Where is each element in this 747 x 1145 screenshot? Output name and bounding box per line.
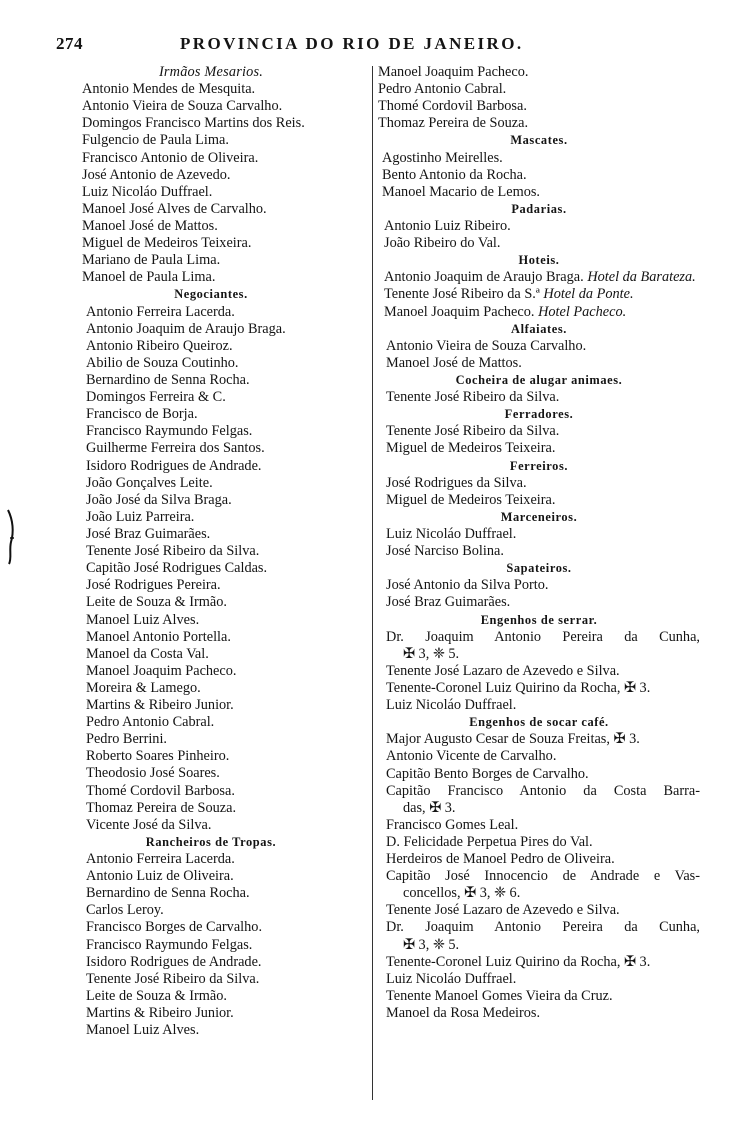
entry-name: Thomé Cordovil Barbosa. — [86, 782, 235, 799]
list-item — [86, 1005, 366, 1022]
entry-name: Tenente José Ribeiro da Silva. — [86, 970, 260, 987]
section-irmaos-mesarios — [82, 64, 366, 286]
left-column — [56, 64, 366, 1039]
entry-name: Capitão José Rodrigues Caldas. — [86, 560, 268, 577]
list-item — [386, 988, 700, 1005]
entry-name: José Rodrigues da Silva. — [386, 474, 527, 491]
section-continued — [378, 64, 700, 132]
section-mascates — [382, 132, 700, 200]
entry-name-text: Manoel Joaquim Pacheco. — [384, 303, 535, 320]
entry-name: Manoel José de Mattos. — [82, 217, 218, 234]
entry-name: Manoel Macario de Lemos. — [382, 183, 541, 200]
entry-name: Antonio Ribeiro Queiroz. — [86, 337, 233, 354]
entry-name: Francisco Borges de Carvalho. — [86, 919, 263, 936]
list-item — [86, 509, 366, 526]
entry-list — [382, 150, 700, 201]
list-item — [386, 954, 700, 971]
entry-name: Tenente José Lazaro de Azevedo e Silva. — [386, 662, 620, 679]
list-item — [386, 868, 700, 902]
entry-name: João Ribeiro do Val. — [384, 235, 501, 252]
entry-name: Bento Antonio da Rocha. — [382, 166, 527, 183]
entry-name: Bernardino de Senna Rocha. — [86, 371, 250, 388]
entry-name: Bernardino de Senna Rocha. — [86, 885, 250, 902]
list-item — [86, 629, 366, 646]
entry-name: Dr. Joaquim Antonio Pereira da Cunha, — [386, 919, 700, 936]
list-item — [86, 885, 366, 902]
list-item — [82, 98, 366, 115]
entry-name: Tenente José Ribeiro da Silva. — [86, 543, 260, 560]
entry-name: Domingos Francisco Martins dos Reis. — [82, 115, 305, 132]
entry-name: Manoel José de Mattos. — [386, 354, 522, 371]
list-item — [86, 783, 366, 800]
entry-name: José Antonio de Azevedo. — [82, 166, 231, 183]
entry-list — [386, 731, 700, 1022]
entry-name: Manoel Joaquim Pacheco. — [378, 64, 529, 80]
list-item — [86, 560, 366, 577]
entry-continuation: ✠ 3, ❈ 5. — [403, 645, 460, 662]
list-item — [82, 184, 366, 201]
entry-name: José Braz Guimarães. — [86, 525, 211, 542]
entry-name: Francisco Antonio de Oliveira. — [82, 149, 259, 166]
list-item — [86, 902, 366, 919]
list-item — [386, 338, 700, 355]
entry-name: Capitão Francisco Antonio da Costa Barra- — [386, 782, 700, 799]
entry-list — [386, 475, 700, 509]
list-item — [86, 440, 366, 457]
entry-name: Manoel Antonio Portella. — [86, 628, 231, 645]
entry-name: Thomaz Pereira de Souza. — [378, 115, 529, 132]
entry-name: Roberto Soares Pinheiro. — [86, 748, 230, 765]
section-heading: Cocheira de alugar animaes. — [455, 372, 623, 387]
list-item — [86, 954, 366, 971]
list-item — [386, 902, 700, 919]
list-item — [82, 132, 366, 149]
entry-name: Dr. Joaquim Antonio Pereira da Cunha, — [386, 628, 700, 645]
list-item — [384, 218, 700, 235]
entry-name: Luiz Nicoláo Duffrael. — [386, 697, 517, 714]
entry-name: Fulgencio de Paula Lima. — [82, 132, 229, 149]
list-item — [86, 680, 366, 697]
section-sapateiros — [386, 560, 700, 611]
entry-list — [82, 81, 366, 286]
entry-name: José Antonio da Silva Porto. — [386, 577, 549, 594]
list-item — [86, 355, 366, 372]
entry-list — [386, 389, 700, 406]
section-alfaiates — [386, 321, 700, 372]
section-padarias — [384, 201, 700, 252]
section-marceneiros — [386, 509, 700, 560]
section-ferreiros — [386, 458, 700, 509]
entry-continuation: ✠ 3, ❈ 5. — [403, 936, 460, 953]
list-item — [386, 440, 700, 457]
entry-name: Miguel de Medeiros Teixeira. — [386, 440, 556, 457]
list-item — [82, 201, 366, 218]
entry-name: Capitão Bento Borges de Carvalho. — [386, 765, 589, 782]
entry-name: Francisco de Borja. — [86, 406, 198, 423]
entry-name: Antonio Ferreira Lacerda. — [86, 303, 235, 320]
list-item — [386, 731, 700, 748]
list-item — [386, 492, 700, 509]
list-item — [386, 663, 700, 680]
section-heading: Engenhos de serrar. — [480, 612, 598, 627]
list-item — [86, 1022, 366, 1039]
list-item — [384, 269, 700, 286]
list-item — [382, 167, 700, 184]
entry-list — [386, 526, 700, 560]
section-heading: Alfaiates. — [511, 321, 567, 336]
list-item — [86, 577, 366, 594]
right-column — [378, 64, 700, 1022]
list-item — [382, 150, 700, 167]
section-hoteis — [384, 252, 700, 320]
list-item — [86, 338, 366, 355]
entry-list — [386, 338, 700, 372]
entry-name: Theodosio José Soares. — [86, 765, 220, 782]
entry-name — [384, 304, 700, 321]
entry-name: Mariano de Paula Lima. — [82, 252, 221, 269]
list-item — [386, 526, 700, 543]
entry-name-text: Tenente José Ribeiro da S.ª — [384, 286, 540, 303]
section-engenhos-de-serrar — [386, 612, 700, 715]
list-item — [386, 475, 700, 492]
entry-name: Antonio Vicente de Carvalho. — [386, 748, 557, 765]
list-item — [86, 612, 366, 629]
entry-name: João Gonçalves Leite. — [86, 474, 213, 491]
list-item — [86, 492, 366, 509]
section-heading: Hoteis. — [518, 253, 560, 268]
list-item — [386, 748, 700, 765]
list-item — [386, 919, 700, 953]
entry-name: Major Augusto Cesar de Souza Freitas, ✠ 3. — [386, 731, 640, 748]
list-item — [386, 629, 700, 663]
entry-name: Pedro Antonio Cabral. — [378, 81, 507, 98]
entry-name: Carlos Leroy. — [86, 902, 164, 919]
list-item — [82, 235, 366, 252]
entry-name: Luiz Nicoláo Duffrael. — [82, 183, 213, 200]
entry-name: Antonio Mendes de Mesquita. — [82, 81, 256, 98]
list-item — [86, 731, 366, 748]
entry-name: José Narciso Bolina. — [386, 543, 504, 560]
list-item — [86, 526, 366, 543]
entry-name: Francisco Raymundo Felgas. — [86, 423, 253, 440]
list-item — [86, 765, 366, 782]
list-item — [378, 115, 700, 132]
entry-name: Antonio Ferreira Lacerda. — [86, 851, 235, 868]
section-heading: Sapateiros. — [506, 561, 572, 576]
entry-name: Antonio Vieira de Souza Carvalho. — [82, 98, 283, 115]
entry-name: Luiz Nicoláo Duffrael. — [386, 525, 517, 542]
entry-name: Abilio de Souza Coutinho. — [86, 354, 239, 371]
entry-name: Guilherme Ferreira dos Santos. — [86, 440, 265, 457]
entry-name: Martins & Ribeiro Junior. — [86, 1005, 234, 1022]
list-item — [378, 98, 700, 115]
entry-name: Pedro Berrini. — [86, 731, 167, 748]
entry-list — [386, 629, 700, 715]
list-item — [86, 475, 366, 492]
entry-name: Manoel José Alves de Carvalho. — [82, 200, 267, 217]
list-item — [86, 663, 366, 680]
entry-name: Manoel de Paula Lima. — [82, 269, 216, 286]
entry-name: Tenente José Ribeiro da Silva. — [386, 389, 560, 406]
list-item — [86, 919, 366, 936]
list-item — [378, 64, 700, 81]
entry-name-text: Antonio Joaquim de Araujo Braga. — [384, 269, 584, 286]
list-item — [386, 851, 700, 868]
list-item — [86, 868, 366, 885]
section-cocheira-de-alugar-animaes — [386, 372, 700, 406]
entry-name: Manoel Luiz Alves. — [86, 1022, 200, 1039]
list-item — [86, 800, 366, 817]
entry-name: Thomaz Pereira de Souza. — [86, 799, 237, 816]
entry-name — [384, 286, 700, 303]
list-item — [386, 680, 700, 697]
list-item — [82, 115, 366, 132]
list-item — [386, 817, 700, 834]
list-item — [386, 577, 700, 594]
entry-name: Antonio Luiz Ribeiro. — [384, 217, 511, 234]
entry-name: Tenente Manoel Gomes Vieira da Cruz. — [386, 987, 613, 1004]
entry-name: Tenente-Coronel Luiz Quirino da Rocha, ✠ 3. — [386, 953, 651, 970]
list-item — [86, 988, 366, 1005]
list-item — [386, 594, 700, 611]
entry-name — [384, 269, 700, 286]
entry-name: José Braz Guimarães. — [386, 594, 511, 611]
list-item — [82, 269, 366, 286]
list-item — [86, 406, 366, 423]
list-item — [386, 783, 700, 817]
entry-list — [378, 64, 700, 132]
entry-name: Capitão José Innocencio de Andrade e Vas- — [386, 868, 700, 885]
section-heading: Ferreiros. — [509, 458, 569, 473]
entry-name: Antonio Vieira de Souza Carvalho. — [386, 337, 587, 354]
section-heading: Ferradores. — [504, 407, 574, 422]
entry-name: Leite de Souza & Irmão. — [86, 594, 227, 611]
entry-name: José Rodrigues Pereira. — [86, 577, 221, 594]
list-item — [386, 389, 700, 406]
entry-name: Leite de Souza & Irmão. — [86, 987, 227, 1004]
entry-name: Miguel de Medeiros Teixeira. — [386, 491, 556, 508]
running-head: PROVINCIA DO RIO DE JANEIRO. — [180, 34, 524, 53]
margin-bracket-mark — [6, 508, 16, 566]
entry-list — [86, 304, 366, 834]
entry-name: Pedro Antonio Cabral. — [86, 714, 215, 731]
list-item — [82, 150, 366, 167]
entry-name: Tenente José Ribeiro da Silva. — [386, 423, 560, 440]
page-number: 274 — [56, 34, 83, 53]
entry-name: Antonio Joaquim de Araujo Braga. — [86, 320, 286, 337]
list-item — [86, 937, 366, 954]
section-heading: Irmãos Mesarios. — [158, 64, 264, 80]
list-item — [384, 304, 700, 321]
entry-name: Manoel Joaquim Pacheco. — [86, 662, 237, 679]
list-item — [86, 646, 366, 663]
entry-name: Agostinho Meirelles. — [382, 149, 503, 166]
list-item — [82, 218, 366, 235]
entry-list — [386, 577, 700, 611]
entry-name: Vicente José da Silva. — [86, 816, 212, 833]
entry-continuation: das, ✠ 3. — [403, 799, 456, 816]
entry-name: Herdeiros de Manoel Pedro de Oliveira. — [386, 851, 615, 868]
entry-name: Isidoro Rodrigues de Andrade. — [86, 457, 262, 474]
entry-name: Thomé Cordovil Barbosa. — [378, 98, 527, 115]
list-item — [86, 971, 366, 988]
list-item — [386, 355, 700, 372]
entry-name: Isidoro Rodrigues de Andrade. — [86, 953, 262, 970]
entry-list — [384, 218, 700, 252]
list-item — [86, 748, 366, 765]
list-item — [386, 834, 700, 851]
section-heading: Padarias. — [511, 201, 567, 216]
list-item — [386, 697, 700, 714]
list-item — [86, 389, 366, 406]
section-heading: Engenhos de socar café. — [469, 715, 609, 730]
entry-name: Luiz Nicoláo Duffrael. — [386, 970, 517, 987]
entry-name: Martins & Ribeiro Junior. — [86, 697, 234, 714]
list-item — [86, 714, 366, 731]
section-heading: Marceneiros. — [500, 509, 578, 524]
section-heading: Negociantes. — [174, 287, 248, 302]
list-item — [82, 252, 366, 269]
entry-name: D. Felicidade Perpetua Pires do Val. — [386, 833, 593, 850]
entry-name: Manoel Luiz Alves. — [86, 611, 200, 628]
list-item — [86, 458, 366, 475]
entry-list — [386, 423, 700, 457]
list-item — [86, 817, 366, 834]
list-item — [378, 81, 700, 98]
column-divider — [372, 66, 373, 1100]
list-item — [86, 697, 366, 714]
list-item — [382, 184, 700, 201]
list-item — [86, 372, 366, 389]
list-item — [386, 1005, 700, 1022]
entry-name: Francisco Raymundo Felgas. — [86, 936, 253, 953]
entry-continuation: concellos, ✠ 3, ❈ 6. — [403, 885, 521, 902]
entry-name: Moreira & Lamego. — [86, 679, 201, 696]
entry-list — [86, 851, 366, 1039]
list-item — [86, 304, 366, 321]
entry-name: Tenente José Lazaro de Azevedo e Silva. — [386, 902, 620, 919]
entry-name: João José da Silva Braga. — [86, 491, 232, 508]
section-engenhos-de-socar-cafe — [386, 714, 700, 1022]
list-item — [384, 286, 700, 303]
entry-name: Antonio Luiz de Oliveira. — [86, 868, 234, 885]
list-item — [82, 81, 366, 98]
list-item — [86, 594, 366, 611]
list-item — [386, 543, 700, 560]
list-item — [86, 543, 366, 560]
hotel-name: Hotel da Ponte. — [543, 286, 634, 303]
entry-name: João Luiz Parreira. — [86, 508, 195, 525]
entry-name: Manoel da Costa Val. — [86, 645, 209, 662]
list-item — [86, 423, 366, 440]
entry-name: Tenente-Coronel Luiz Quirino da Rocha, ✠ 3. — [386, 679, 651, 696]
list-item — [386, 766, 700, 783]
list-item — [386, 971, 700, 988]
section-heading: Mascates. — [510, 133, 568, 148]
section-heading: Rancheiros de Tropas. — [145, 834, 277, 849]
entry-list — [384, 269, 700, 320]
section-ferradores — [386, 406, 700, 457]
entry-name: Miguel de Medeiros Teixeira. — [82, 235, 252, 252]
list-item — [86, 851, 366, 868]
list-item — [384, 235, 700, 252]
entry-name: Francisco Gomes Leal. — [386, 816, 519, 833]
list-item — [82, 167, 366, 184]
entry-name: Domingos Ferreira & C. — [86, 389, 226, 406]
hotel-name: Hotel Pacheco. — [538, 303, 627, 320]
list-item — [86, 321, 366, 338]
list-item — [386, 423, 700, 440]
entry-name: Manoel da Rosa Medeiros. — [386, 1005, 541, 1022]
section-negociantes — [86, 286, 366, 834]
hotel-name: Hotel da Barateza. — [587, 269, 696, 286]
section-rancheiros-de-tropas — [86, 834, 366, 1039]
